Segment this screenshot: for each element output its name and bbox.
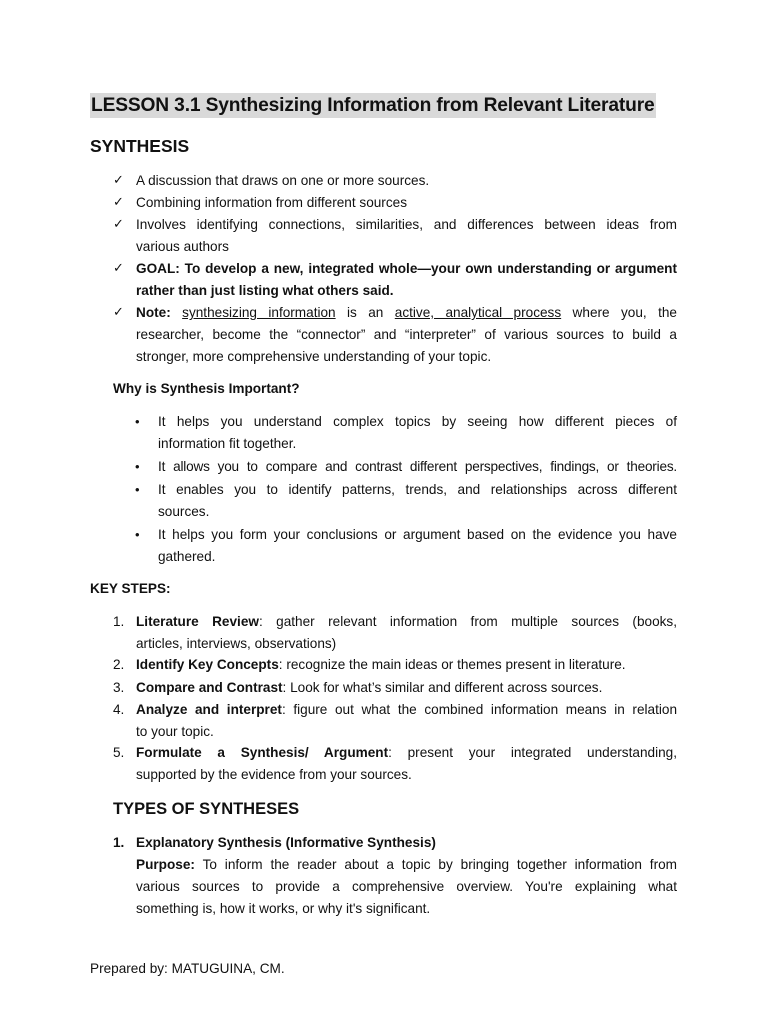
check-item: Combining information from different sources	[136, 195, 407, 210]
check-icon: ✓	[113, 217, 124, 232]
synthesis-heading: SYNTHESIS	[90, 136, 190, 156]
why-item: It enables you to identify patterns, trends, and relationships across different sources.	[158, 482, 677, 519]
check-icon: ✓	[113, 305, 124, 320]
step-number: 5.	[113, 745, 125, 760]
key-step: Literature Review: gather relevant information from multiple sources (books, articles, interviews, observations)	[136, 614, 677, 651]
check-item: Involves identifying connections, similarities, and differences between ideas from various authors	[136, 217, 677, 254]
key-step: Identify Key Concepts: recognize the main ideas or themes present in literature.	[136, 657, 626, 672]
bullet-icon: •	[135, 459, 140, 474]
note-first-line: Note: synthesizing information is an active, analytical process where you, the	[136, 305, 677, 320]
goal-item: GOAL: To develop a new, integrated whole—your own understanding or argument rather than just listing what others said.	[136, 261, 677, 298]
why-heading: Why is Synthesis Important?	[113, 381, 300, 396]
bullet-icon: •	[135, 527, 140, 542]
types-heading: TYPES OF SYNTHESES	[113, 800, 300, 818]
why-item: It helps you understand complex topics by seeing how different pieces of information fit together.	[158, 414, 677, 451]
type-number: 1.	[113, 835, 125, 850]
key-step: Analyze and interpret: figure out what the combined information means in relation to your topic.	[136, 702, 678, 739]
lesson-title: LESSON 3.1 Synthesizing Information from Relevant Literature	[91, 95, 655, 116]
step-number: 3.	[113, 680, 125, 695]
check-item: A discussion that draws on one or more sources.	[136, 173, 430, 188]
step-number: 1.	[113, 614, 125, 629]
why-item: It allows you to compare and contrast different perspectives, findings, or theories.	[158, 459, 677, 474]
key-step: Compare and Contrast: Look for what’s similar and different across sources.	[136, 680, 603, 695]
check-icon: ✓	[113, 195, 124, 210]
why-item: It helps you form your conclusions or argument based on the evidence you have gathered.	[158, 527, 677, 564]
check-icon: ✓	[113, 261, 124, 276]
key-step: Formulate a Synthesis/ Argument: present your integrated understanding, supported by the evidence from your sources.	[136, 745, 677, 782]
check-icon: ✓	[113, 173, 124, 188]
bullet-icon: •	[135, 482, 140, 497]
step-number: 2.	[113, 657, 125, 672]
note-item: Note: synthesizing information is an active, analytical process where you, the researcher, become the “connector” and “interpreter” of various sources to build a stronger, more comprehensive understanding of your topic.	[136, 302, 677, 368]
key-steps-heading: KEY STEPS:	[90, 581, 171, 596]
step-number: 4.	[113, 702, 125, 717]
footer-prepared-by: Prepared by: MATUGUINA, CM.	[90, 961, 285, 976]
bullet-icon: •	[135, 414, 140, 429]
type-item: Explanatory Synthesis (Informative Synthesis) Purpose: To inform the reader about a topic by bringing together information from various sources to provide a comprehensive overview. You're explaining what something is, how it works, or why it's significant.	[136, 835, 677, 916]
